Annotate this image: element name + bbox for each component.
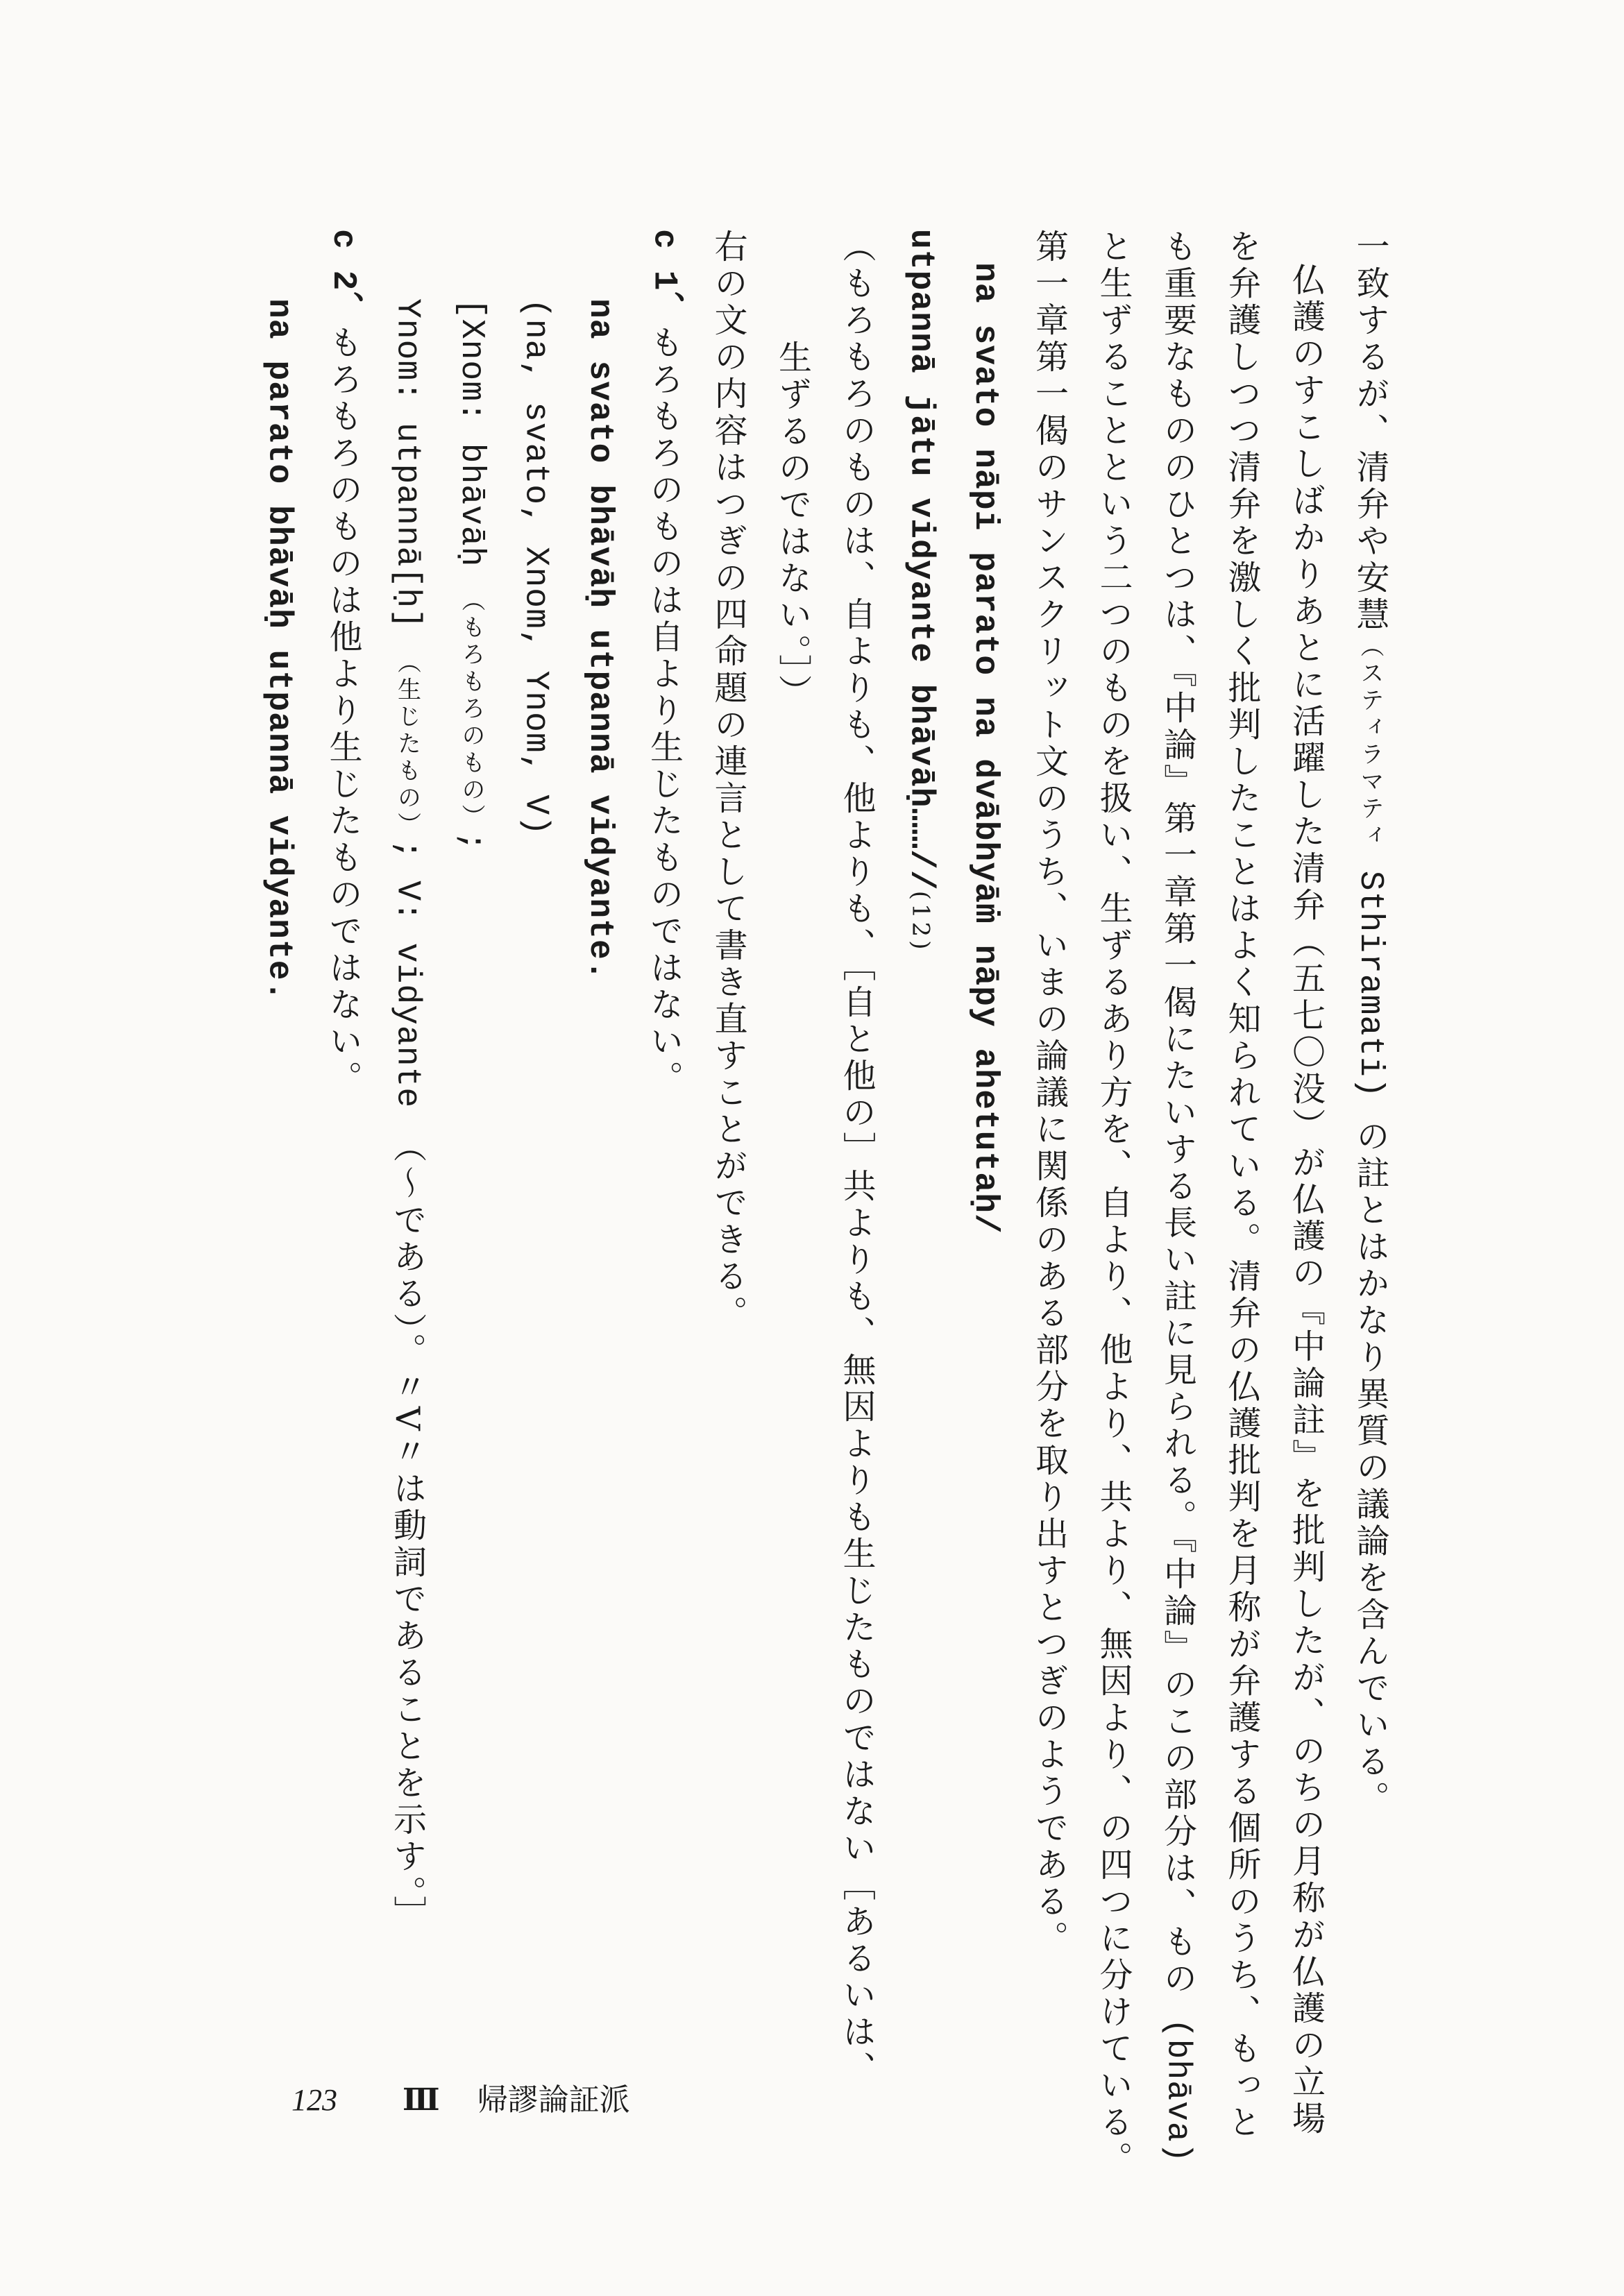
text-segment: utpannā jātu vidyante bhāvāḥ……//	[902, 229, 940, 891]
text-line	[696, 229, 761, 2019]
text-segment: ; V: vidyante	[388, 839, 426, 1129]
text-segment: 生ずるのではない。］）	[772, 340, 812, 711]
text-line	[439, 229, 504, 2019]
text-line	[568, 229, 632, 2019]
text-segment: c 2、	[324, 229, 362, 325]
text-segment: na svato bhāvāḥ utpannā vidyante.	[581, 298, 618, 981]
text-segment: 第一章第一偈のサンスクリット文のうち、いまの論議に関係のある部分を取り出すとつぎのようである。	[1029, 229, 1069, 1957]
text-segment: （生じたもの）	[393, 649, 421, 840]
text-line	[1274, 229, 1338, 2138]
text-segment: 一致するが、清弁や安慧	[1351, 229, 1389, 633]
text-segment: [Xnom: bhāvāḥ	[452, 298, 490, 588]
text-segment: na parato bhāvāḥ utpannā vidyante.	[260, 298, 298, 1002]
text-segment: 仏護のすこしばかりあとに活躍した清弁（五七〇没）が仏護の『中論註』を批判したが、のちの月称が仏護の立場	[1286, 262, 1326, 2138]
text-segment: (12)	[906, 890, 935, 953]
text-segment: と生ずることという二つのものを扱い、生ずるあり方を、自より、他より、共より、無因より、の四つに分けている。	[1094, 229, 1133, 2178]
text-segment: もろもろのものは他より生じたものではない。	[323, 325, 362, 1098]
text-line	[632, 229, 696, 2019]
text-segment: も重要なもののひとつは、『中論』第一章第一偈にたいする長い註に見られる。『中論』のこの部分は、もの	[1158, 229, 1197, 1998]
text-segment: を弁護しつつ清弁を激しく批判したことはよく知られている。清弁の仏護批判を月称が弁護する個所のうち、もっと	[1222, 229, 1261, 2141]
text-line	[760, 229, 824, 2019]
text-segment: の註とはかなり異質の議論を含んでいる。	[1351, 1119, 1389, 1818]
text-line	[824, 229, 889, 2088]
chapter-title: 帰謬論証派	[477, 2082, 630, 2118]
text-segment: （スティラマティ	[1356, 633, 1384, 850]
text-segment: na svato nāpi parato na dvābhyāṁ nāpy ahetutaḥ/	[966, 262, 1004, 1234]
text-line	[1017, 229, 1081, 2019]
page-footer	[291, 2075, 630, 2119]
text-segment: Sthiramati)	[1351, 850, 1389, 1119]
text-line	[1145, 229, 1210, 2163]
text-line	[888, 229, 953, 2019]
text-segment: c 1、	[645, 229, 683, 325]
text-segment: 右の文の内容はつぎの四命題の連言として書き直すことができる。	[709, 229, 747, 1332]
chapter-number: Ⅲ	[403, 2082, 440, 2118]
text-segment: （もろもろのもの）	[457, 588, 485, 832]
text-line	[503, 229, 568, 2019]
text-line	[953, 229, 1017, 2019]
page-number: 123	[291, 2083, 337, 2117]
text-segment: もろもろのものは自より生じたものではない。	[644, 325, 684, 1098]
text-line	[1210, 229, 1274, 2141]
text-line	[311, 229, 375, 2019]
text-line	[246, 229, 311, 2019]
text-line	[375, 229, 439, 2019]
text-segment: （〜である）。〃V〃は動詞であることを示す。］	[387, 1128, 427, 1932]
text-segment: Ynom: utpannā[ḥ]	[388, 298, 426, 650]
text-segment: ;	[452, 831, 490, 853]
text-line	[1081, 229, 1146, 2178]
text-segment: (na, svato, Xnom, Ynom, V)	[516, 298, 555, 836]
text-segment: （もろもろのものは、自よりも、他よりも、［自と他の］共よりも、無因よりも生じたものではない［あるいは、	[837, 229, 876, 2088]
text-segment: (bhāva)	[1158, 1998, 1196, 2163]
text-line	[1338, 229, 1403, 2019]
